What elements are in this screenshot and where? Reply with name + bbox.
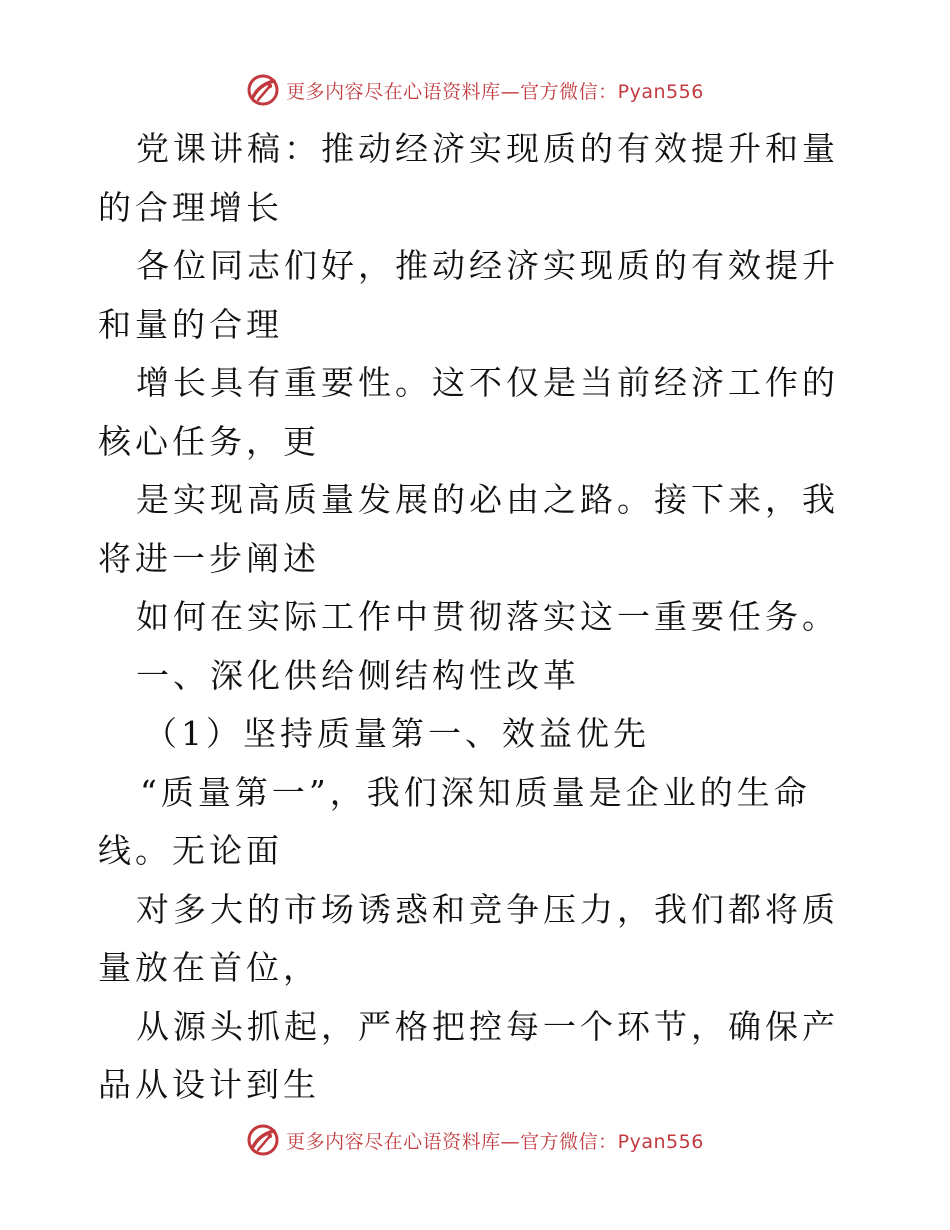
brush-seal-icon (246, 73, 280, 107)
footer-watermark-text: 更多内容尽在心语资料库—官方微信：Pyan556 (286, 1130, 704, 1153)
subsection-heading: （1）坚持质量第一、效益优先 (144, 714, 650, 753)
paragraph-importance: 增长具有重要性。这不仅是当前经济工作的核心任务，更 (98, 363, 839, 461)
footer-watermark (0, 1120, 950, 1160)
paragraph-greeting: 各位同志们好，推动经济实现质的有效提升和量的合理 (98, 246, 839, 344)
brush-seal-icon (246, 1123, 280, 1157)
document-body (98, 120, 854, 1115)
paragraph-source-control: 从源头抓起，严格把控每一个环节，确保产品从设计到生 (98, 1006, 839, 1104)
section-heading: 一、深化供给侧结构性改革 (136, 655, 580, 695)
header-watermark-text: 更多内容尽在心语资料库—官方微信：Pyan556 (286, 80, 704, 103)
header-watermark (0, 70, 950, 110)
paragraph-path: 是实现高质量发展的必由之路。接下来，我将进一步阐述 (98, 480, 839, 578)
paragraph-quality-first: “质量第一”，我们深知质量是企业的生命线。无论面 (98, 772, 811, 870)
paragraph-implement: 如何在实际工作中贯彻落实这一重要任务。 (136, 597, 839, 636)
paragraph-market-pressure: 对多大的市场诱惑和竞争压力，我们都将质量放在首位， (98, 889, 839, 987)
paragraph-title: 党课讲稿：推动经济实现质的有效提升和量的合理增长 (98, 129, 839, 227)
